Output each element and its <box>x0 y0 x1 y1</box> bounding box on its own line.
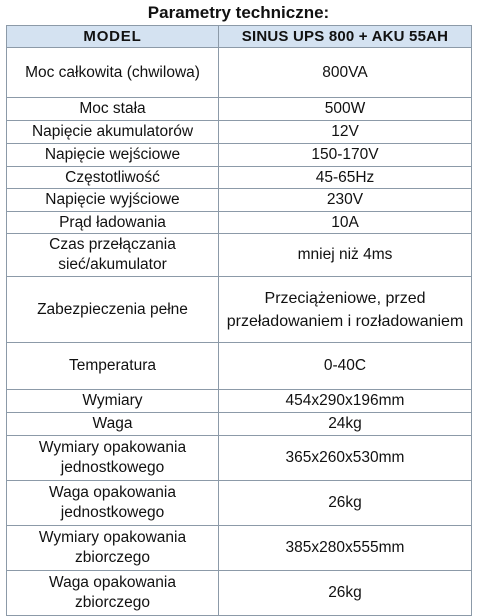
table-row <box>7 212 472 234</box>
row-value: 385x280x555mm <box>219 526 472 571</box>
row-value: 24kg <box>219 413 472 436</box>
row-value: 0-40C <box>219 343 472 390</box>
table-row <box>7 234 472 277</box>
table-row <box>7 167 472 189</box>
row-value: 45-65Hz <box>219 167 472 189</box>
row-value: 454x290x196mm <box>219 390 472 413</box>
row-label: Wymiary <box>7 390 219 413</box>
header-model-value: SINUS UPS 800 + AKU 55AH <box>219 26 472 48</box>
table-row <box>7 48 472 98</box>
table-header-row <box>7 26 472 48</box>
row-value: 800VA <box>219 48 472 98</box>
header-model-label: MODEL <box>7 26 219 48</box>
row-label: Moc całkowita (chwilowa) <box>7 48 219 98</box>
row-label: Waga <box>7 413 219 436</box>
table-row <box>7 571 472 616</box>
row-label: Temperatura <box>7 343 219 390</box>
table-row <box>7 436 472 481</box>
row-label: Napięcie wejściowe <box>7 144 219 167</box>
row-value: 500W <box>219 98 472 121</box>
row-value: 12V <box>219 121 472 144</box>
table-row <box>7 413 472 436</box>
table-row <box>7 98 472 121</box>
row-label: Czas przełączania sieć/akumulator <box>7 234 219 277</box>
row-value: Przeciążeniowe, przed przeładowaniem i rozładowaniem <box>219 277 472 343</box>
row-label: Moc stała <box>7 98 219 121</box>
row-label: Wymiary opakowania jednostkowego <box>7 436 219 481</box>
table-row <box>7 526 472 571</box>
table-row <box>7 481 472 526</box>
row-label: Napięcie akumulatorów <box>7 121 219 144</box>
table-row <box>7 189 472 212</box>
row-value: 26kg <box>219 571 472 616</box>
row-label: Zabezpieczenia pełne <box>7 277 219 343</box>
table-row <box>7 277 472 343</box>
row-label: Wymiary opakowania zbiorczego <box>7 526 219 571</box>
page-title: Parametry techniczne: <box>147 3 330 22</box>
spec-table <box>6 25 472 616</box>
row-value: 365x260x530mm <box>219 436 472 481</box>
row-value: 150-170V <box>219 144 472 167</box>
table-row <box>7 390 472 413</box>
table-row <box>7 121 472 144</box>
row-value: 26kg <box>219 481 472 526</box>
row-label: Częstotliwość <box>7 167 219 189</box>
row-label: Waga opakowania zbiorczego <box>7 571 219 616</box>
row-label: Prąd ładowania <box>7 212 219 234</box>
row-label: Waga opakowania jednostkowego <box>7 481 219 526</box>
table-row <box>7 343 472 390</box>
row-label: Napięcie wyjściowe <box>7 189 219 212</box>
row-value: 10A <box>219 212 472 234</box>
row-value: 230V <box>219 189 472 212</box>
row-value: mniej niż 4ms <box>219 234 472 277</box>
table-row <box>7 144 472 167</box>
